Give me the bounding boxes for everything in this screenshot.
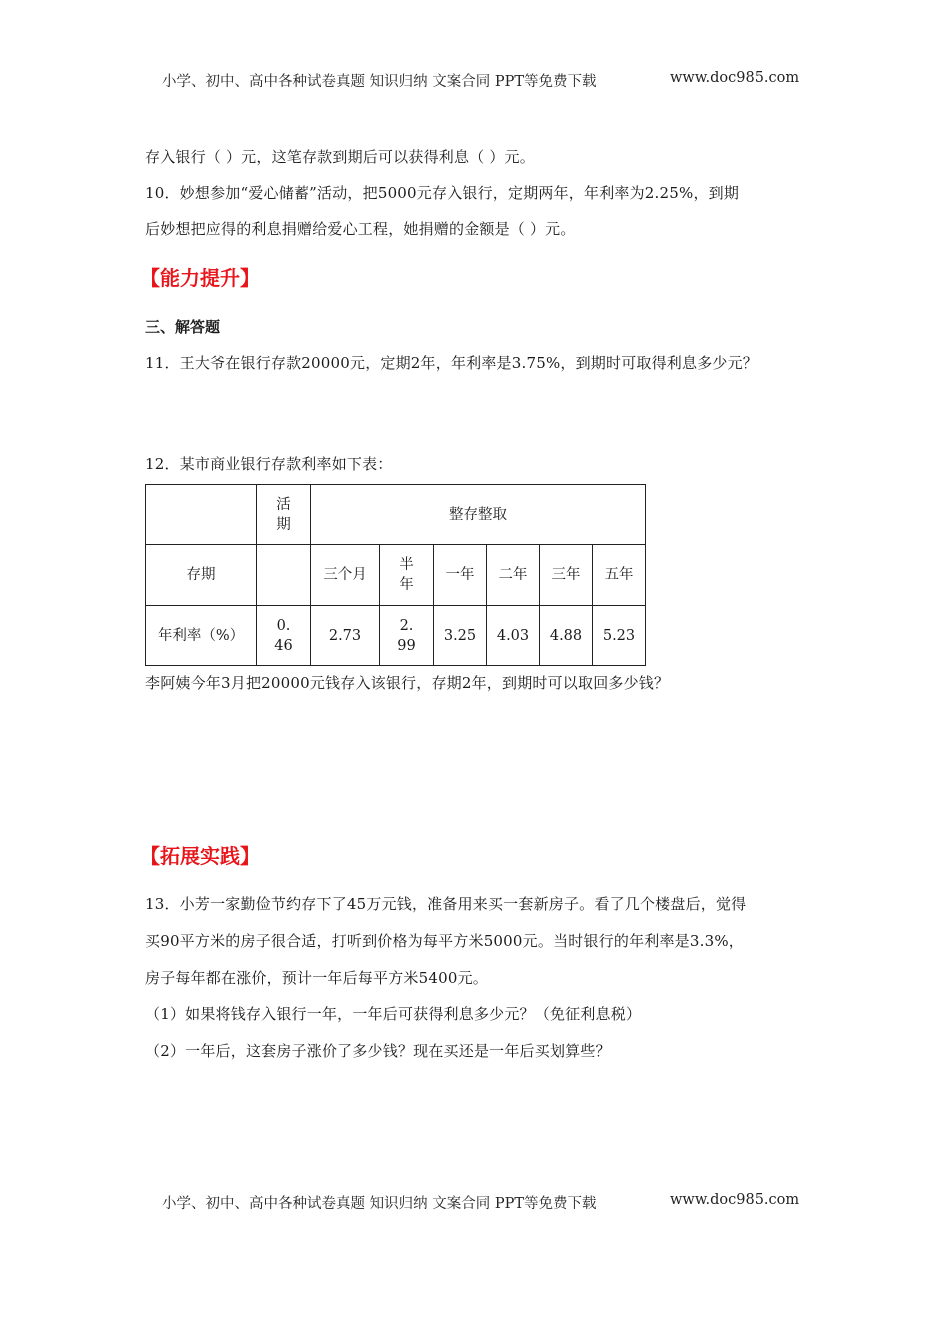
q11-text: 11．王大爷在银行存款20000元，定期2年，年利率是3.75%，到期时可取得利息多少元？ [145,354,759,372]
q13-sub-1: （1）如果将钱存入银行一年，一年后可获得利息多少元？（免征利息税） [145,1005,642,1023]
table-term-cell: 一年 [434,545,487,606]
q12-question: 李阿姨今年3月把20000元钱存入该银行，存期2年，到期时可以取回多少钱？ [145,674,670,692]
table-term-cell: 五年 [593,545,646,606]
table-rate-cell: 4.03 [487,606,540,666]
table-term-cell: 半年 [380,545,434,606]
q10-line-2: 后妙想把应得的利息捐赠给爱心工程，她捐赠的金额是（ ）元。 [145,220,576,238]
table-rate-cell: 4.88 [540,606,593,666]
table-header-zhengcun: 整存整取 [311,485,646,545]
page-footer-url[interactable]: www.doc985.com [670,1192,800,1208]
q13-line-2: 买90平方米的房子很合适，打听到价格为每平方米5000元。当时银行的年利率是3.3%， [145,932,744,950]
q13-line-3: 房子每年都在涨价，预计一年后每平方米5400元。 [145,969,488,987]
table-term-cell: 三个月 [311,545,380,606]
table-term-cell: 二年 [487,545,540,606]
q12-intro: 12．某市商业银行存款利率如下表： [145,455,393,473]
table-rate-cell: 3.25 [434,606,487,666]
q10-line-1: 10．妙想参加“爱心储蓄”活动，把5000元存入银行，定期两年，年利率为2.25%，到期 [145,184,740,202]
table-cell-huoqi-term [257,545,311,606]
table-row-label-rate: 年利率（%） [146,606,257,666]
table-cell-huoqi-rate: 0.46 [257,606,311,666]
page-header-text: 小学、初中、高中各种试卷真题 知识归纳 文案合同 PPT等免费下载 [162,74,597,90]
page-footer-text: 小学、初中、高中各种试卷真题 知识归纳 文案合同 PPT等免费下载 [162,1196,597,1212]
table-rate-cell: 5.23 [593,606,646,666]
table-corner-cell [146,485,257,545]
page-header-url[interactable]: www.doc985.com [670,70,800,86]
section-title-expand: 【拓展实践】 [140,844,260,868]
q13-sub-2: （2）一年后，这套房子涨价了多少钱？现在买还是一年后买划算些？ [145,1042,611,1060]
part3-heading: 三、解答题 [145,318,221,336]
table-term-cell: 三年 [540,545,593,606]
section-title-ability: 【能力提升】 [140,266,260,290]
table-rate-cell: 2.99 [380,606,434,666]
q13-line-1: 13．小芳一家勤俭节约存下了45万元钱，准备用来买一套新房子。看了几个楼盘后，觉得 [145,895,747,913]
table-header-huoqi: 活期 [257,485,311,545]
table-row-label-term: 存期 [146,545,257,606]
q9-tail-line: 存入银行（ ）元，这笔存款到期后可以获得利息（ ）元。 [145,148,535,166]
interest-rate-table [145,484,646,666]
table-rate-cell: 2.73 [311,606,380,666]
